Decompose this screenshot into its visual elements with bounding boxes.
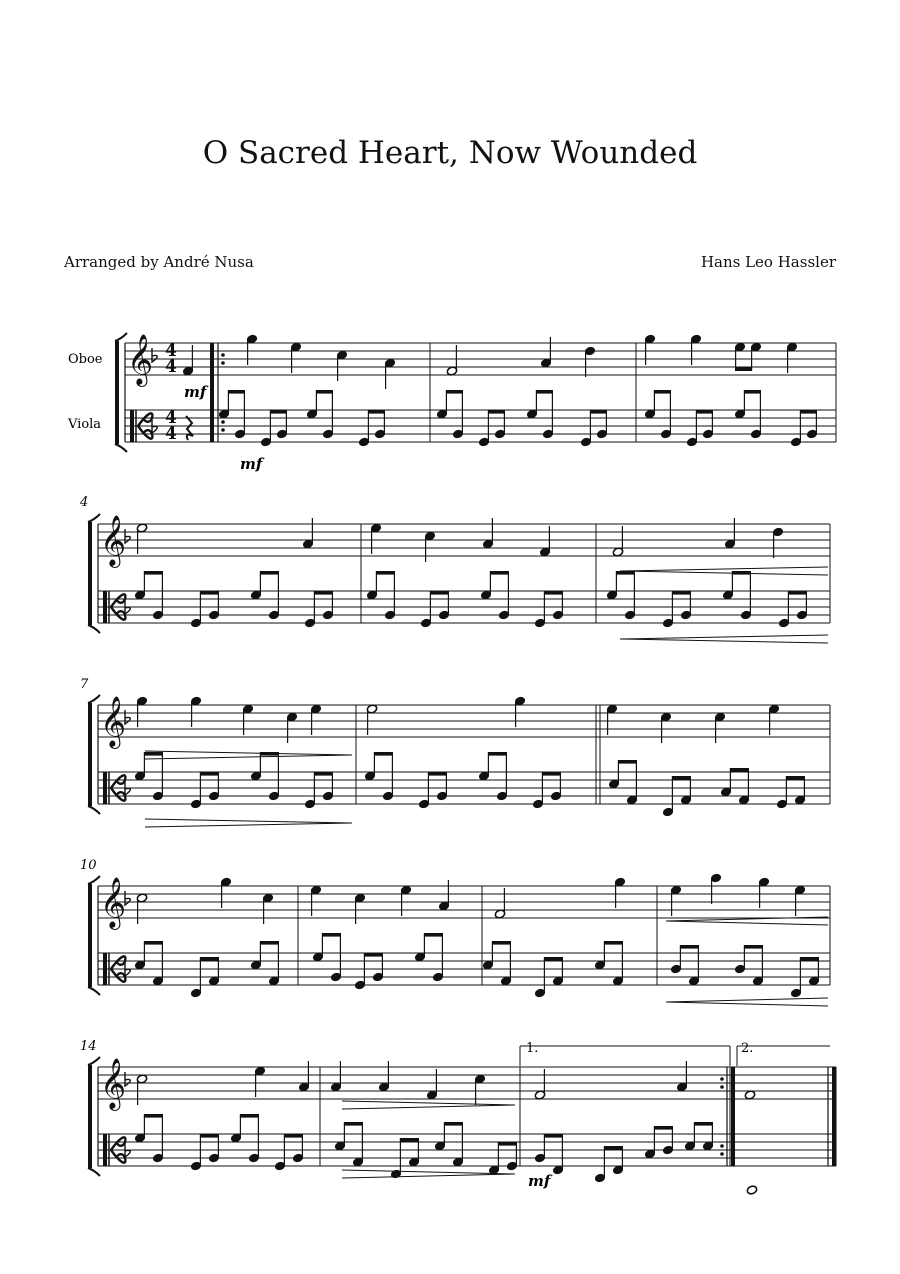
note-beam xyxy=(800,957,818,961)
system-bracket xyxy=(115,341,119,444)
crescendo-hairpin xyxy=(620,567,828,571)
note-beam xyxy=(680,945,698,949)
repeat-dot xyxy=(221,353,225,357)
note-beam xyxy=(200,1134,218,1138)
alto-clef-icon xyxy=(103,953,107,985)
repeat-dot xyxy=(221,420,225,424)
note-beam xyxy=(430,591,448,595)
note-beam xyxy=(144,1114,162,1118)
decrescendo-hairpin xyxy=(342,1174,515,1178)
crescendo-hairpin xyxy=(620,571,828,575)
repeat-dot xyxy=(221,361,225,365)
note-beam xyxy=(200,591,218,595)
treble-clef-icon: 𝄞 xyxy=(100,1058,127,1109)
dynamic-mf-volta: mf xyxy=(528,1172,551,1190)
system-bracket xyxy=(88,1168,100,1176)
note-beam xyxy=(536,390,552,394)
instrument-name-oboe: Oboe xyxy=(68,352,103,367)
treble-clef-icon: 𝄞 xyxy=(127,334,154,385)
note-beam xyxy=(270,410,286,414)
music-notation xyxy=(88,333,836,1195)
note-beam xyxy=(314,772,332,776)
decrescendo-hairpin xyxy=(145,823,352,827)
note-beam xyxy=(364,953,382,957)
crescendo-hairpin xyxy=(620,635,828,639)
system-bracket xyxy=(88,625,100,633)
treble-clef-icon: 𝄞 xyxy=(100,877,127,928)
alto-clef-icon xyxy=(103,772,107,804)
note-beam xyxy=(376,571,394,575)
dynamic-mf-oboe: mf xyxy=(184,383,207,401)
note-beam xyxy=(374,752,392,756)
note-beam xyxy=(428,772,446,776)
alto-clef-icon xyxy=(103,1134,107,1166)
repeat-dot xyxy=(221,428,225,432)
note-beam xyxy=(800,410,816,414)
note-beam xyxy=(654,390,670,394)
volta-label-1: 1. xyxy=(526,1041,539,1056)
system-bracket xyxy=(88,1065,92,1168)
crescendo-hairpin xyxy=(620,639,828,643)
note-beam xyxy=(672,776,690,780)
system-bracket xyxy=(88,514,100,522)
alto-clef-icon xyxy=(103,591,107,623)
system-bracket xyxy=(88,806,100,814)
system-bracket xyxy=(88,695,100,703)
quarter-rest-icon xyxy=(186,416,193,440)
note-beam xyxy=(694,1122,712,1126)
crescendo-hairpin xyxy=(666,1002,828,1006)
note-beam xyxy=(544,591,562,595)
instrument-name-viola: Viola xyxy=(68,417,102,432)
note-beam xyxy=(544,1134,562,1138)
decrescendo-hairpin xyxy=(342,1105,515,1109)
note-beam xyxy=(736,367,752,371)
decrescendo-hairpin xyxy=(145,755,352,759)
system-bracket xyxy=(115,333,127,341)
note-beam xyxy=(544,957,562,961)
time-signature: 4 xyxy=(165,424,177,444)
note-beam xyxy=(314,591,332,595)
dynamic-mf-viola: mf xyxy=(240,455,263,473)
note-beam xyxy=(260,571,278,575)
system-bracket xyxy=(88,1057,100,1065)
treble-clef-icon: 𝄞 xyxy=(100,515,127,566)
note-head xyxy=(746,1185,757,1195)
note-beam xyxy=(368,410,384,414)
system-bracket xyxy=(88,876,100,884)
composer-credit: Hans Leo Hassler xyxy=(700,253,836,271)
note-beam xyxy=(788,591,806,595)
page-title: O Sacred Heart, Now Wounded xyxy=(202,135,698,171)
note-beam xyxy=(260,941,278,945)
note-beam xyxy=(730,768,748,772)
note-beam xyxy=(604,1146,622,1150)
note-beam xyxy=(144,752,162,756)
note-beam xyxy=(144,941,162,945)
note-beam xyxy=(488,752,506,756)
decrescendo-hairpin xyxy=(342,1101,515,1105)
note-beam xyxy=(492,941,510,945)
system-bracket xyxy=(115,444,127,452)
alto-clef-icon xyxy=(130,410,134,442)
note-beam xyxy=(200,772,218,776)
decrescendo-hairpin xyxy=(145,819,352,823)
note-beam xyxy=(590,410,606,414)
note-beam xyxy=(488,410,504,414)
note-beam xyxy=(424,933,442,937)
repeat-dot xyxy=(720,1085,724,1089)
note-beam xyxy=(542,772,560,776)
note-beam xyxy=(444,1122,462,1126)
measure-number-10: 10 xyxy=(80,858,97,873)
time-signature: 4 xyxy=(165,357,177,377)
note-beam xyxy=(322,933,340,937)
note-beam xyxy=(604,941,622,945)
note-head xyxy=(744,1090,755,1100)
note-beam xyxy=(284,1134,302,1138)
note-beam xyxy=(618,760,636,764)
system-bracket xyxy=(88,884,92,987)
note-beam xyxy=(240,1114,258,1118)
measure-number-7: 7 xyxy=(80,677,89,692)
time-signature: 4 xyxy=(165,341,177,361)
note-beam xyxy=(344,1122,362,1126)
note-beam xyxy=(316,390,332,394)
treble-clef-icon: 𝄞 xyxy=(100,696,127,747)
repeat-dot xyxy=(720,1144,724,1148)
note-beam xyxy=(144,571,162,575)
time-signature: 4 xyxy=(165,408,177,428)
note-beam xyxy=(200,957,218,961)
crescendo-hairpin xyxy=(666,921,828,925)
repeat-dot xyxy=(720,1152,724,1156)
note-beam xyxy=(498,1142,516,1146)
system-bracket xyxy=(88,522,92,625)
note-beam xyxy=(744,945,762,949)
note-beam xyxy=(228,390,244,394)
note-beam xyxy=(490,571,508,575)
system-bracket xyxy=(88,987,100,995)
repeat-dot xyxy=(720,1077,724,1081)
measure-number-14: 14 xyxy=(80,1039,97,1054)
measure-number-4: 4 xyxy=(80,495,89,510)
note-beam xyxy=(400,1138,418,1142)
note-beam xyxy=(654,1126,672,1130)
note-beam xyxy=(744,390,760,394)
decrescendo-hairpin xyxy=(145,751,352,755)
note-beam xyxy=(696,410,712,414)
note-beam xyxy=(446,390,462,394)
arranger-credit: Arranged by André Nusa xyxy=(64,253,254,271)
note-beam xyxy=(672,591,690,595)
system-bracket xyxy=(88,703,92,806)
note-beam xyxy=(786,776,804,780)
volta-label-2: 2. xyxy=(741,1041,754,1056)
crescendo-hairpin xyxy=(666,998,828,1002)
